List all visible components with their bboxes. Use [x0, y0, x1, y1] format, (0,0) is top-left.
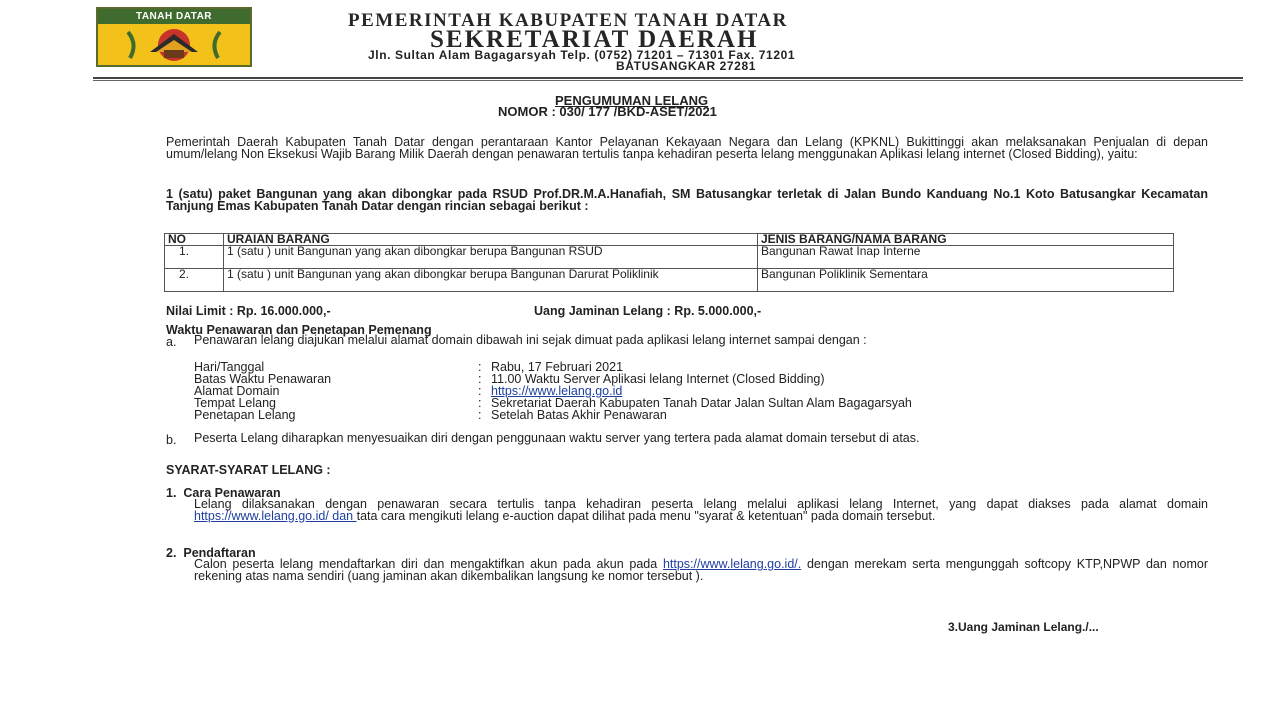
letterhead-city: BATUSANGKAR 27281 [616, 59, 757, 73]
row-jenis: Bangunan Poliklinik Sementara [758, 269, 1174, 292]
syarat-heading: SYARAT-SYARAT LELANG : [166, 463, 331, 477]
lelang-link-2[interactable]: https://www.lelang.go.id/. [662, 557, 802, 571]
letterhead-address: Jln. Sultan Alam Bagagarsyah Telp. (0752) 71201 – 71301 Fax. 71201 [368, 48, 796, 62]
schedule-label: Alamat Domain [194, 384, 280, 398]
pendaftaran-text [194, 559, 1208, 582]
pendaftaran-title: 2. Pendaftaran [166, 546, 256, 560]
item-a-marker: a. [166, 335, 177, 349]
col-jenis-header: JENIS BARANG/NAMA BARANG [758, 234, 1174, 246]
domain-link[interactable]: https://www.lelang.go.id [491, 384, 623, 398]
schedule-value: 11.00 Waktu Server Aplikasi lelang Internet (Closed Bidding) [491, 372, 825, 386]
cara-penawaran-text-b: tata cara mengikuti lelang e-auction dapat dilihat pada menu "syarat & ketentuan" pada domain tersebut. [356, 508, 936, 523]
cara-penawaran-text [194, 499, 1208, 522]
row-uraian: 1 (satu ) unit Bangunan yang akan dibongkar berupa Bangunan RSUD [224, 246, 758, 269]
pendaftaran-text-a: Calon peserta lelang mendaftarkan diri dan mengaktifkan akun pada akun pada [194, 557, 663, 571]
table-row [165, 269, 1174, 292]
pendaftaran-text-b: dengan merekam serta mengunggah softcopy KTP,NPWP dan nomor rekening atas nama sendiri (uang jaminan akan dikembalikan langsung ke nomor tersebut ). [194, 557, 1208, 583]
schedule-colon: : [478, 360, 482, 374]
letterhead-rule-thin [93, 80, 1243, 81]
row-no: 2. [165, 269, 224, 292]
schedule-value: Rabu, 17 Februari 2021 [491, 360, 624, 374]
schedule-colon: : [478, 384, 482, 398]
intro-paragraph: Pemerintah Daerah Kabupaten Tanah Datar dengan perantaraan Kantor Pelayanan Kekayaan Negara dan Lelang (KPKNL) Bukittinggi akan melaksanakan Penjualan di depan umum/lelang Non Eksekusi Wajib Barang Milik Daerah dengan penawaran tertulis tanpa kehadiran peserta lelang menggunakan Aplikasi lelang internet (Closed Bidding), yaitu: [166, 135, 1208, 161]
letterhead-government: PEMERINTAH KABUPATEN TANAH DATAR [348, 10, 788, 31]
items-table [164, 233, 1174, 292]
letterhead-rule-thick [93, 77, 1243, 79]
schedule-value: Sekretariat Daerah Kabupaten Tanah Datar Jalan Sultan Alam Bagagarsyah [491, 396, 912, 410]
row-uraian: 1 (satu ) unit Bangunan yang akan dibongkar berupa Bangunan Darurat Poliklinik [224, 269, 758, 292]
table-row [165, 246, 1174, 269]
announcement-title: PENGUMUMAN LELANG [555, 93, 709, 108]
uang-jaminan: Uang Jaminan Lelang : Rp. 5.000.000,- [534, 304, 762, 318]
row-no: 1. [165, 246, 224, 269]
schedule-colon: : [478, 372, 482, 386]
schedule-label: Tempat Lelang [194, 396, 277, 410]
row-jenis: Bangunan Rawat Inap Interne [758, 246, 1174, 269]
schedule-colon: : [478, 396, 482, 410]
schedule-label: Batas Waktu Penawaran [194, 372, 332, 386]
schedule-value: Setelah Batas Akhir Penawaran [491, 408, 667, 422]
cara-penawaran-text-a: Lelang dilaksanakan dengan penawaran secara tertulis tanpa kehadiran peserta lelang melalui aplikasi lelang Internet, yang dapat diakses pada alamat domain [194, 497, 1208, 511]
schedule-label: Hari/Tanggal [194, 360, 265, 374]
regency-logo [96, 7, 252, 67]
letterhead-office: SEKRETARIAT DAERAH [430, 26, 759, 53]
nilai-limit: Nilai Limit : Rp. 16.000.000,- [166, 304, 331, 318]
col-no-header: NO [165, 234, 224, 246]
schedule-colon: : [478, 408, 482, 422]
col-uraian-header: URAIAN BARANG [224, 234, 758, 246]
cara-penawaran-title: 1. Cara Penawaran [166, 486, 281, 500]
schedule-label: Penetapan Lelang [194, 408, 296, 422]
handwritten-mark: /... [1085, 620, 1099, 634]
item-b-text: Peserta Lelang diharapkan menyesuaikan diri dengan penggunaan waktu server yang tertera pada alamat domain tersebut di atas. [194, 431, 920, 445]
item-a-text: Penawaran lelang diajukan melalui alamat domain dibawah ini sejak dimuat pada aplikasi lelang internet sampai dengan : [194, 333, 867, 347]
item-b-marker: b. [166, 433, 177, 447]
schedule-heading: Waktu Penawaran dan Penetapan Pemenang [166, 323, 432, 337]
lelang-link-1[interactable]: https://www.lelang.go.id/ dan [194, 508, 357, 523]
logo-caption: TANAH DATAR [98, 9, 250, 24]
crest-emblem-icon [98, 24, 250, 65]
continuation-note [948, 620, 1099, 634]
announcement-number: NOMOR : 030/ 177 /BKD-ASET/2021 [498, 104, 717, 119]
continued-label: 3.Uang Jaminan Lelang. [948, 620, 1086, 634]
package-description: 1 (satu) paket Bangunan yang akan dibongkar pada RSUD Prof.DR.M.A.Hanafiah, SM Batusangkar terletak di Jalan Bundo Kanduang No.1 Koto Batusangkar Kecamatan Tanjung Emas Kabupaten Tanah Datar dengan rincian sebagai berikut : [166, 187, 1208, 213]
